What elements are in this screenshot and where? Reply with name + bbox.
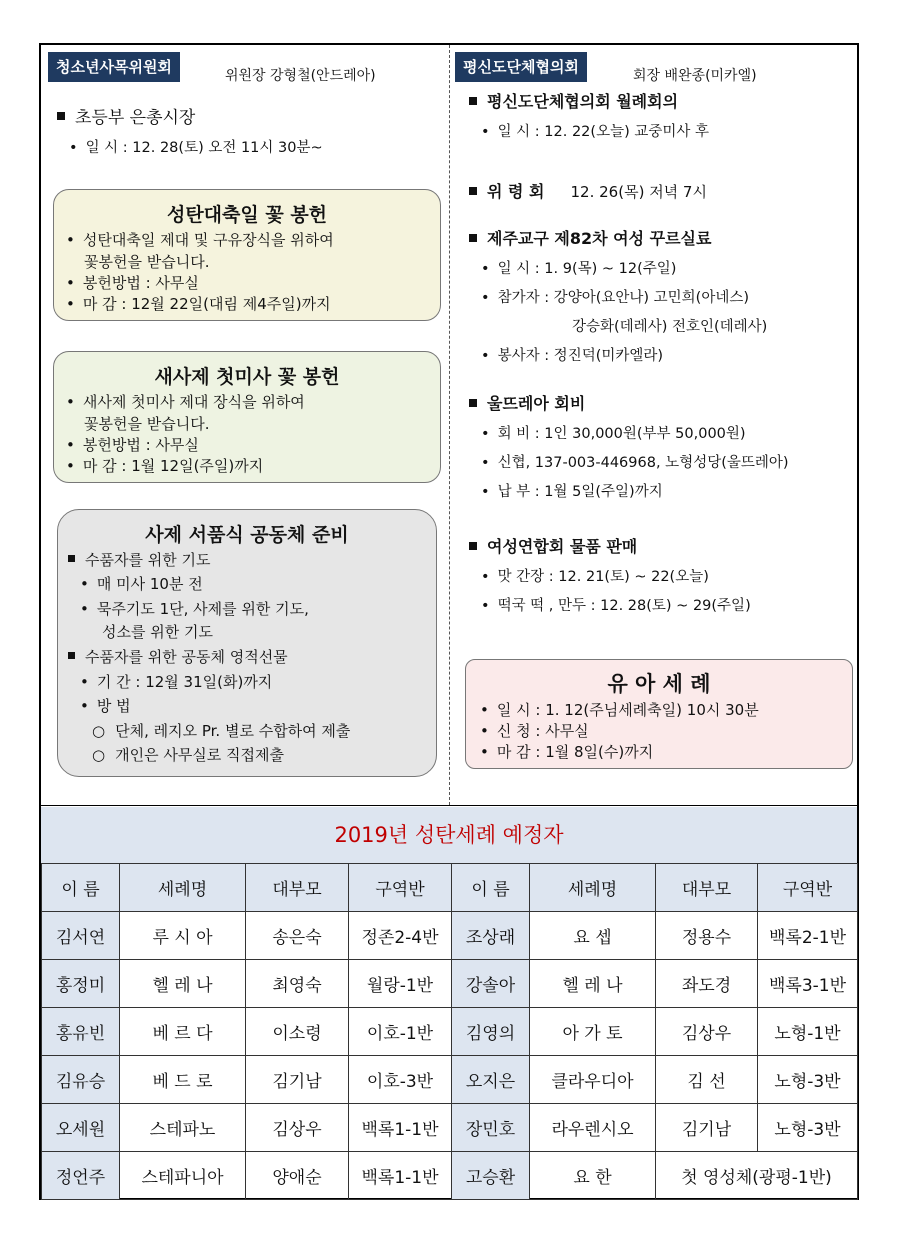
- cell-baptismal-name: 라우렌시오: [530, 1104, 656, 1152]
- baptism-table: [41, 863, 858, 1200]
- header-baptismal-name: 세례명: [530, 864, 656, 912]
- cell-name: 홍유빈: [42, 1008, 120, 1056]
- cursillo-date: • 일 시 : 1. 9(목) ~ 12(주일): [481, 257, 676, 278]
- square-bullet-icon: [469, 187, 477, 195]
- laity-council-chair: 회장 배완종(미카엘): [633, 68, 757, 84]
- ultreya-account: • 신협, 137-003-446968, 노형성당(울뜨레아): [481, 451, 789, 472]
- monthly-meeting-heading: 평신도단체협의회 월례회의: [469, 89, 678, 112]
- square-bullet-icon: [68, 555, 75, 562]
- monthly-meeting-date: • 일 시 : 12. 22(오늘) 교중미사 후: [481, 120, 709, 141]
- cell-baptismal-name: 요 셉: [530, 912, 656, 960]
- cell-district: 노형-3반: [758, 1056, 858, 1104]
- cell-name: 김영의: [452, 1008, 530, 1056]
- infant-baptism-deadline: • 마 감 : 1월 8일(수)까지: [480, 742, 653, 763]
- table-row: [42, 1056, 858, 1104]
- memorial-heading: 위 령 회 12. 26(목) 저녁 7시: [469, 179, 707, 202]
- cell-name: 김서연: [42, 912, 120, 960]
- market-heading: 초등부 은총시장: [57, 103, 195, 128]
- first-mass-flower-title: 새사제 첫미사 꽃 봉헌: [154, 366, 340, 388]
- header-name: 이 름: [42, 864, 120, 912]
- cell-district: 월랑-1반: [349, 960, 452, 1008]
- ultreya-deadline: • 납 부 : 1월 5일(주일)까지: [481, 480, 663, 501]
- baptism-table-title: 2019년 성탄세례 예정자: [41, 807, 857, 863]
- cell-name: 홍정미: [42, 960, 120, 1008]
- table-row: [42, 1104, 858, 1152]
- first-mass-flower-line1: • 새사제 첫미사 제대 장식을 위하여: [66, 392, 305, 413]
- youth-committee-tag: 청소년사목위원회: [48, 52, 180, 82]
- ordination-prep-line7: • 방 법: [80, 696, 131, 717]
- cell-godparent: 김기남: [656, 1104, 758, 1152]
- cell-district: 노형-3반: [758, 1104, 858, 1152]
- cell-baptismal-name: 베 르 다: [120, 1008, 246, 1056]
- ordination-prep-line6: • 기 간 : 12월 31일(화)까지: [80, 672, 272, 693]
- cell-baptismal-name: 헬 레 나: [530, 960, 656, 1008]
- cell-first-communion: 첫 영성체(광평-1반): [656, 1152, 858, 1200]
- cell-godparent: 좌도경: [656, 960, 758, 1008]
- cell-godparent: 이소령: [246, 1008, 349, 1056]
- cell-district: 백록1-1반: [349, 1104, 452, 1152]
- cell-name: 고승환: [452, 1152, 530, 1200]
- ordination-prep-line1: 수품자를 위한 기도: [68, 550, 210, 571]
- womens-sale-soy: • 맛 간장 : 12. 21(토) ~ 22(오늘): [481, 565, 709, 586]
- first-mass-flower-box: [53, 351, 441, 483]
- market-date: • 일 시 : 12. 28(토) 오전 11시 30분~: [69, 136, 323, 157]
- ordination-prep-box: [57, 509, 437, 777]
- square-bullet-icon: [68, 652, 75, 659]
- cell-name: 오지은: [452, 1056, 530, 1104]
- cell-godparent: 김 선: [656, 1056, 758, 1104]
- circle-bullet-icon: ○: [92, 746, 106, 764]
- womens-sale-rice-cake: • 떡국 떡 , 만두 : 12. 28(토) ~ 29(주일): [481, 594, 751, 615]
- cell-baptismal-name: 스테파니아: [120, 1152, 246, 1200]
- square-bullet-icon: [469, 234, 477, 242]
- header-district: 구역반: [349, 864, 452, 912]
- infant-baptism-box: [465, 659, 853, 769]
- header-name: 이 름: [452, 864, 530, 912]
- cursillo-participants-2: 강승화(데레사) 전호인(데레사): [572, 319, 768, 335]
- ordination-prep-line3: • 묵주기도 1단, 사제를 위한 기도,: [80, 599, 309, 620]
- cell-godparent: 김기남: [246, 1056, 349, 1104]
- christmas-flower-line2: 꽃봉헌을 받습니다.: [84, 253, 210, 271]
- table-row: [42, 1152, 858, 1200]
- circle-bullet-icon: ○: [92, 722, 106, 740]
- cell-name: 김유승: [42, 1056, 120, 1104]
- cell-godparent: 송은숙: [246, 912, 349, 960]
- header-baptismal-name: 세례명: [120, 864, 246, 912]
- ordination-prep-line4: 성소를 위한 기도: [102, 623, 213, 641]
- cell-district: 백록3-1반: [758, 960, 858, 1008]
- section-divider: [41, 805, 857, 806]
- laity-council-tag: 평신도단체협의회: [455, 52, 587, 82]
- womens-sale-heading: 여성연합회 물품 판매: [469, 534, 637, 557]
- christmas-flower-line3: • 봉헌방법 : 사무실: [66, 273, 199, 294]
- cell-godparent: 김상우: [656, 1008, 758, 1056]
- ordination-prep-title: 사제 서품식 공동체 준비: [145, 524, 349, 546]
- ordination-prep-line5: 수품자를 위한 공동체 영적선물: [68, 647, 288, 668]
- ordination-prep-line9: ○ 개인은 사무실로 직접제출: [92, 746, 285, 764]
- cursillo-heading: 제주교구 제82차 여성 꾸르실료: [469, 226, 711, 249]
- cell-godparent: 정용수: [656, 912, 758, 960]
- ultreya-heading: 울뜨레아 회비: [469, 391, 585, 414]
- cell-name: 오세원: [42, 1104, 120, 1152]
- cell-district: 이호-3반: [349, 1056, 452, 1104]
- column-divider: [449, 45, 450, 805]
- square-bullet-icon: [469, 399, 477, 407]
- table-row: [42, 960, 858, 1008]
- infant-baptism-apply: • 신 청 : 사무실: [480, 721, 589, 742]
- cell-district: 정존2-4반: [349, 912, 452, 960]
- cell-baptismal-name: 스테파노: [120, 1104, 246, 1152]
- cell-baptismal-name: 루 시 아: [120, 912, 246, 960]
- cell-baptismal-name: 클라우디아: [530, 1056, 656, 1104]
- notice-area: [41, 45, 861, 805]
- infant-baptism-date: • 일 시 : 1. 12(주님세례축일) 10시 30분: [480, 700, 759, 721]
- first-mass-flower-line2: 꽃봉헌을 받습니다.: [84, 415, 210, 433]
- bulletin-frame: [39, 43, 859, 1200]
- infant-baptism-title: 유 아 세 례: [607, 672, 711, 696]
- ordination-prep-line2: • 매 미사 10분 전: [80, 574, 203, 595]
- square-bullet-icon: [469, 97, 477, 105]
- header-district: 구역반: [758, 864, 858, 912]
- cell-district: 백록2-1반: [758, 912, 858, 960]
- cell-district: 노형-1반: [758, 1008, 858, 1056]
- first-mass-flower-line3: • 봉헌방법 : 사무실: [66, 435, 199, 456]
- square-bullet-icon: [469, 542, 477, 550]
- table-row: [42, 1008, 858, 1056]
- cell-baptismal-name: 베 드 로: [120, 1056, 246, 1104]
- christmas-flower-title: 성탄대축일 꽃 봉헌: [166, 204, 328, 226]
- cell-name: 강솔아: [452, 960, 530, 1008]
- cell-district: 백록1-1반: [349, 1152, 452, 1200]
- cell-godparent: 양애순: [246, 1152, 349, 1200]
- cursillo-volunteer: • 봉사자 : 정진덕(미카엘라): [481, 344, 663, 365]
- cell-name: 조상래: [452, 912, 530, 960]
- youth-committee-chair: 위원장 강형철(안드레아): [225, 68, 376, 84]
- cell-name: 정언주: [42, 1152, 120, 1200]
- cursillo-participants: • 참가자 : 강양아(요안나) 고민희(아네스): [481, 286, 749, 307]
- header-godparent: 대부모: [246, 864, 349, 912]
- ordination-prep-line8: ○ 단체, 레지오 Pr. 별로 수합하여 제출: [92, 722, 351, 740]
- cell-district: 이호-1반: [349, 1008, 452, 1056]
- cell-godparent: 최영숙: [246, 960, 349, 1008]
- memorial-date: 12. 26(목) 저녁 7시: [570, 183, 707, 201]
- christmas-flower-line4: • 마 감 : 12월 22일(대림 제4주일)까지: [66, 294, 331, 315]
- first-mass-flower-line4: • 마 감 : 1월 12일(주일)까지: [66, 456, 263, 477]
- cell-godparent: 김상우: [246, 1104, 349, 1152]
- cell-baptismal-name: 아 가 토: [530, 1008, 656, 1056]
- christmas-flower-line1: • 성탄대축일 제대 및 구유장식을 위하여: [66, 230, 334, 251]
- table-header-row: [42, 864, 858, 912]
- cell-baptismal-name: 요 한: [530, 1152, 656, 1200]
- header-godparent: 대부모: [656, 864, 758, 912]
- cell-name: 장민호: [452, 1104, 530, 1152]
- square-bullet-icon: [57, 112, 65, 120]
- cell-baptismal-name: 헬 레 나: [120, 960, 246, 1008]
- ultreya-fee: • 회 비 : 1인 30,000원(부부 50,000원): [481, 422, 746, 443]
- table-row: [42, 912, 858, 960]
- christmas-flower-box: [53, 189, 441, 321]
